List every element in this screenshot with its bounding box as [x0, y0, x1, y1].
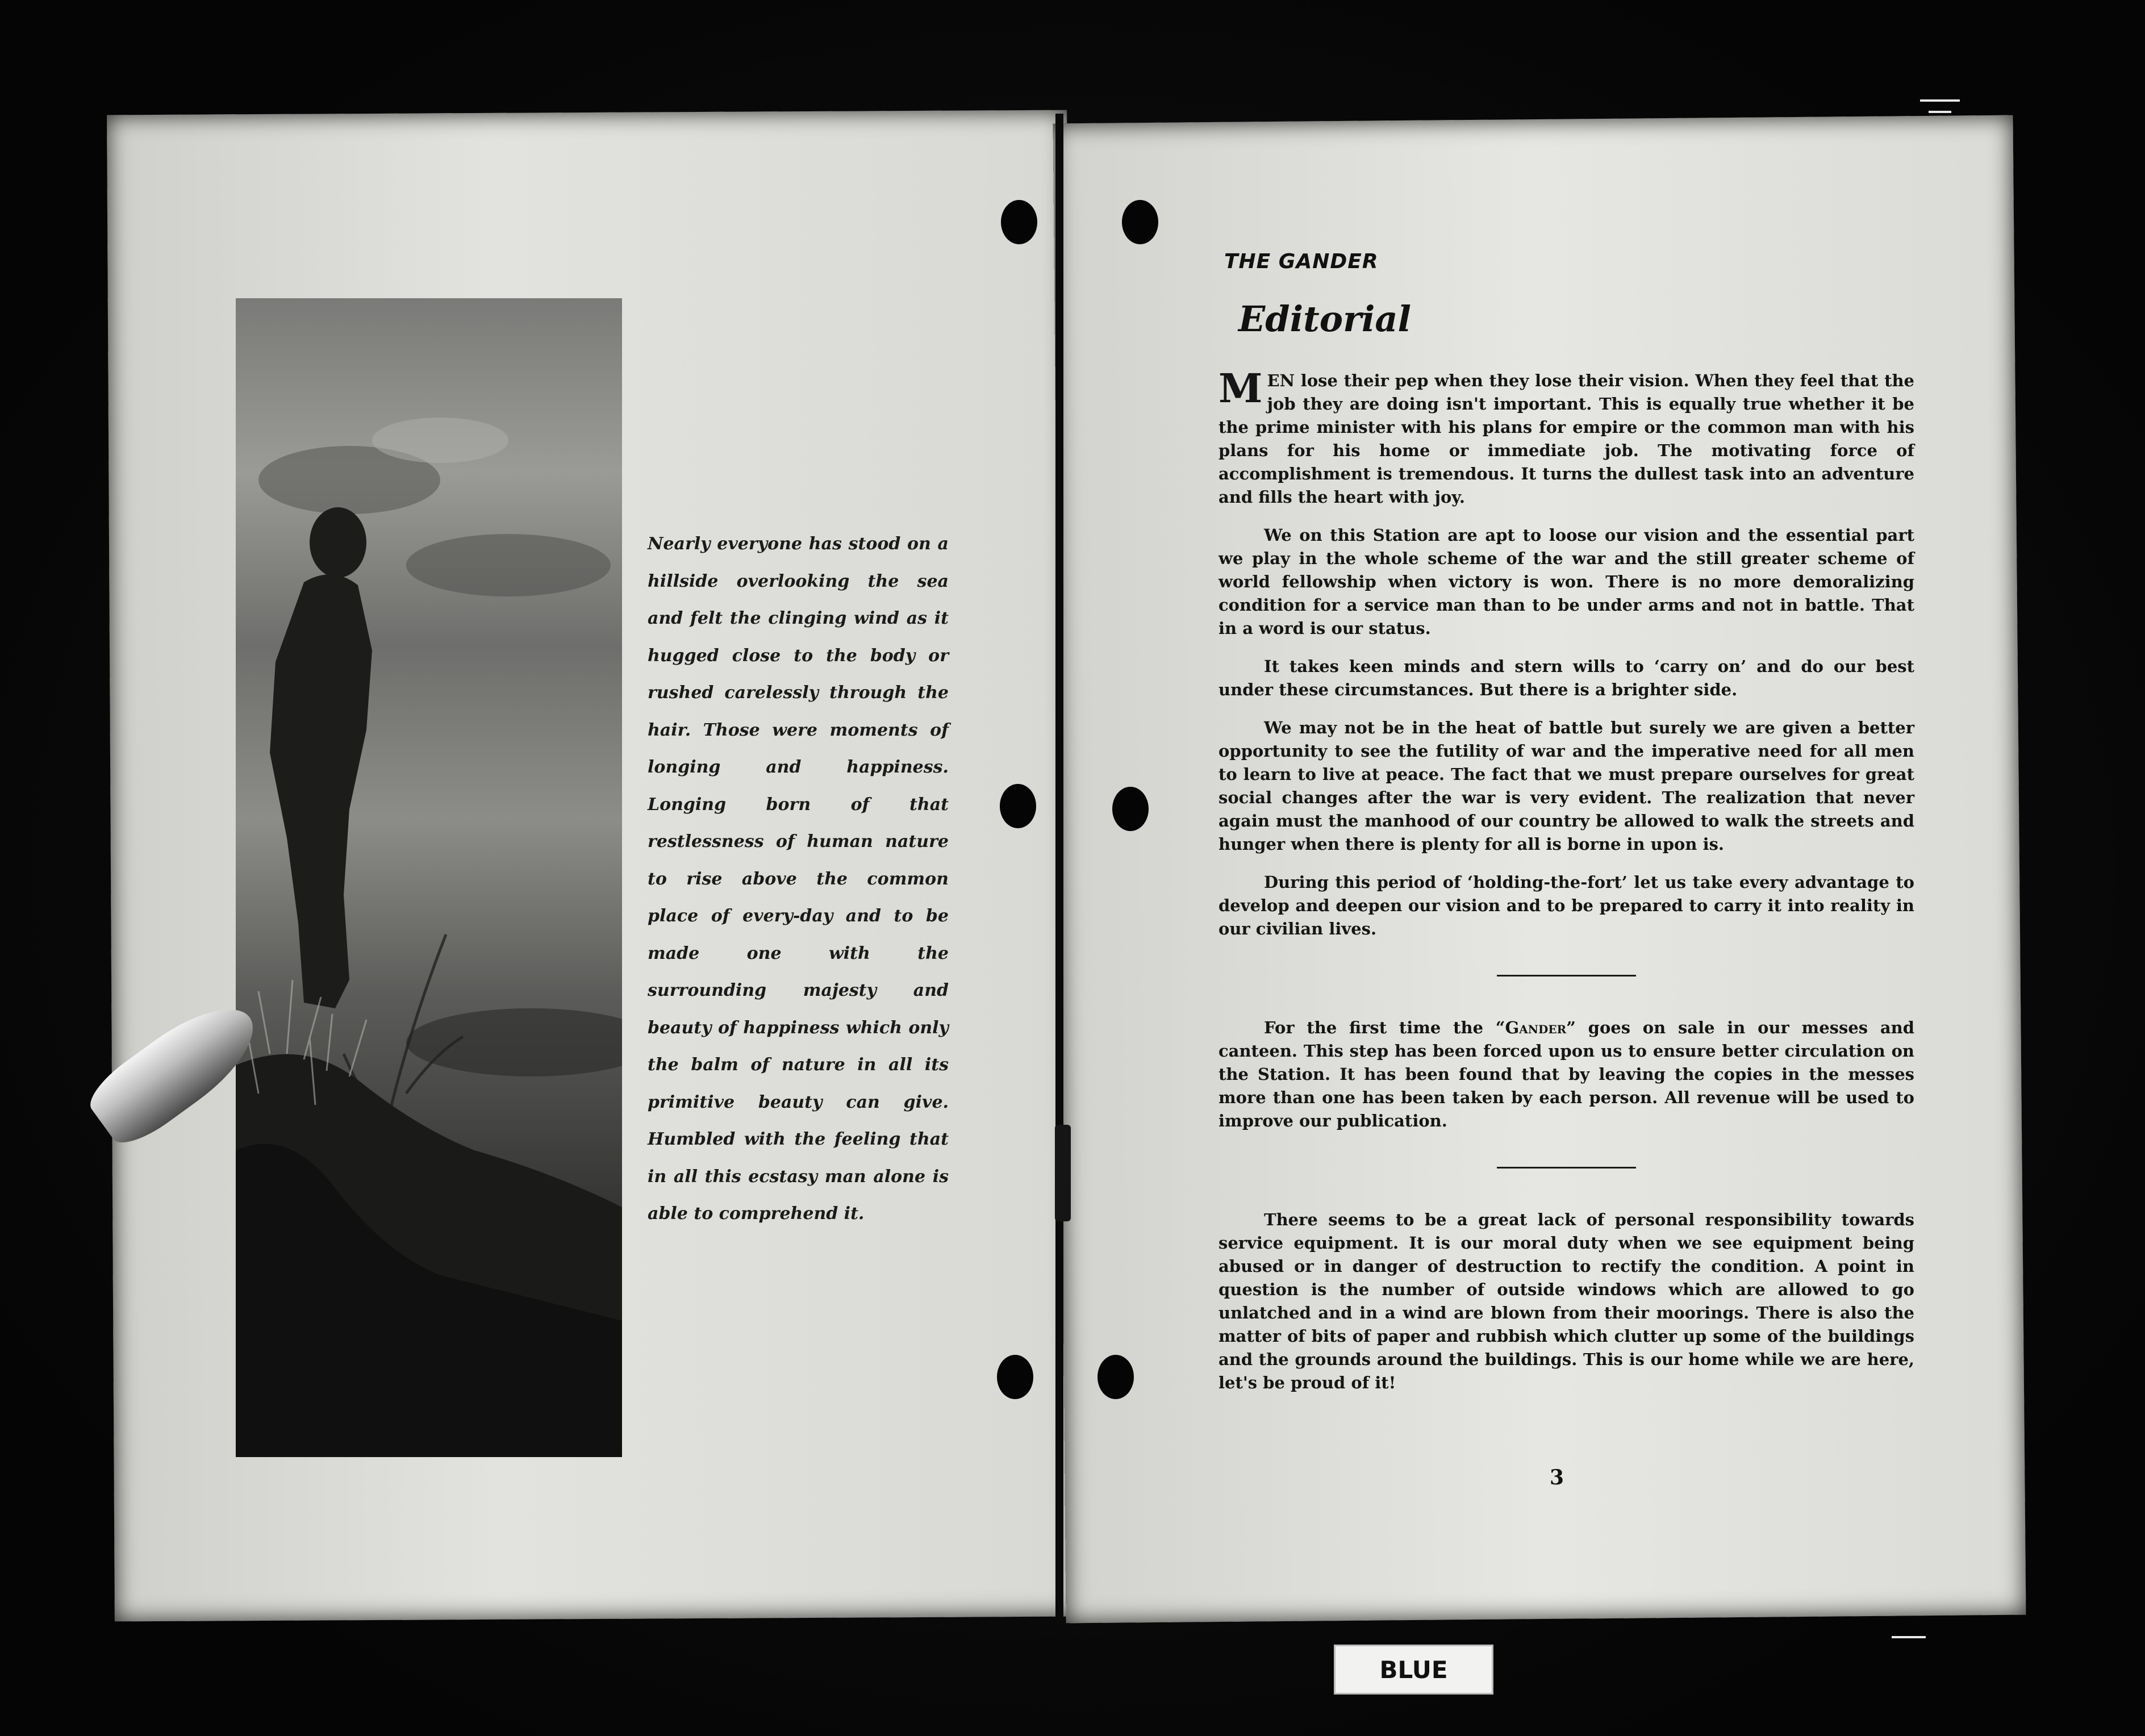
photo-illustration: [236, 298, 622, 1457]
binding-clip: [1055, 1125, 1071, 1221]
editorial-paragraph-3: It takes keen minds and stern wills to ‘carry on’ and do our best under these circumstances. But there is a brighter side.: [1218, 657, 1914, 699]
section-divider: [1497, 975, 1636, 976]
edge-mark: [1920, 99, 1960, 102]
editorial-paragraph-2: We on this Station are apt to loose our vision and the essential part we play in the whole scheme of the war and the still greater scheme of world fellowship when victory is won. There is no more demoralizing condition for a service man than to be under arms and not in battle. That in a word is our status.: [1218, 525, 1914, 638]
editorial-paragraph-5: During this period of ‘holding-the-fort’ let us take every advantage to develop and deepen our vision and to be prepared to carry it into reality in our civilian lives.: [1218, 873, 1914, 938]
sale-notice-name: Gander: [1505, 1018, 1567, 1037]
punch-hole-left-bottom: [997, 1355, 1033, 1399]
film-color-tag: BLUE: [1334, 1645, 1493, 1695]
punch-hole-right-middle: [1112, 787, 1149, 831]
edge-mark: [1929, 111, 1951, 113]
magazine-title: THE GANDER: [1224, 250, 1379, 273]
sale-notice-paragraph: [1218, 1016, 1914, 1133]
paragraph-1-text: EN lose their pep when they lose their vision. When they feel that the job they are doing isn't important. This is equally true whether it be the prime minister with his plans for empire or the common man with his plans for his home or immediate job. The motivating force of accomplishment is tremendous. It turns the dullest task into an adventure and fills the heart with joy.: [1218, 371, 1914, 507]
man-silhouette: [270, 507, 372, 1008]
sale-notice-start: For the first time the “: [1264, 1018, 1505, 1037]
equipment-paragraph: There seems to be a great lack of personal responsibility towards service equipment. It is our moral duty when we see equipment being abused or in danger of destruction to rectify the condition. A point in question is the number of outside windows which are allowed to go unlatched and in a wind are blown from their moorings. There is also the matter of bits of paper and rubbish which clutter up some of the buildings and the grounds around the buildings. This is our home while we are here, let's be proud of it!: [1218, 1210, 1914, 1392]
editorial-paragraph-4: We may not be in the heat of battle but surely we are given a better opportunity to see the futility of war and the imperative need for all men to learn to live at peace. The fact that we must prepare ourselves for great social changes after the war is very evident. The realization that never again must the manhood of our country be allowed to walk the streets and hunger when there is plenty for all is borne in upon is.: [1218, 718, 1914, 854]
section-divider: [1497, 1167, 1636, 1169]
man-on-hillside-photo: [236, 298, 622, 1457]
photo-caption: Nearly everyone has stood on a hillside overlooking the sea and felt the clinging wind as it hugged close to the body or rushed carelessly through the hair. Those were moments of longing and happiness. Longing born of that restlessness of human nature to rise above the common place of every-day and to be made one with the surrounding majesty and beauty of happiness which only the balm of nature in all its primitive beauty can give. Humbled with the feeling that in all this ecstasy man alone is able to comprehend it.: [648, 534, 949, 1224]
binding-spine: [1055, 114, 1063, 1625]
editorial-body: [1218, 365, 1914, 1409]
drop-cap: M: [1218, 365, 1263, 412]
edge-mark: [1892, 1636, 1926, 1638]
punch-hole-left-top: [1001, 200, 1037, 244]
punch-hole-right-top: [1122, 200, 1158, 244]
page-number: 3: [1550, 1466, 1564, 1489]
sale-notice-end: ” goes on sale in our messes and canteen. This step has been forced upon us to ensure better circulation on the Station. It has been found that by leaving the copies in the messes more than one has been taken by each person. All revenue will be used to improve our publication.: [1218, 1018, 1914, 1130]
punch-hole-right-bottom: [1097, 1355, 1134, 1399]
editorial-paragraph-1: [1218, 365, 1914, 509]
editorial-heading: Editorial: [1238, 298, 1412, 340]
punch-hole-left-middle: [1000, 784, 1036, 828]
